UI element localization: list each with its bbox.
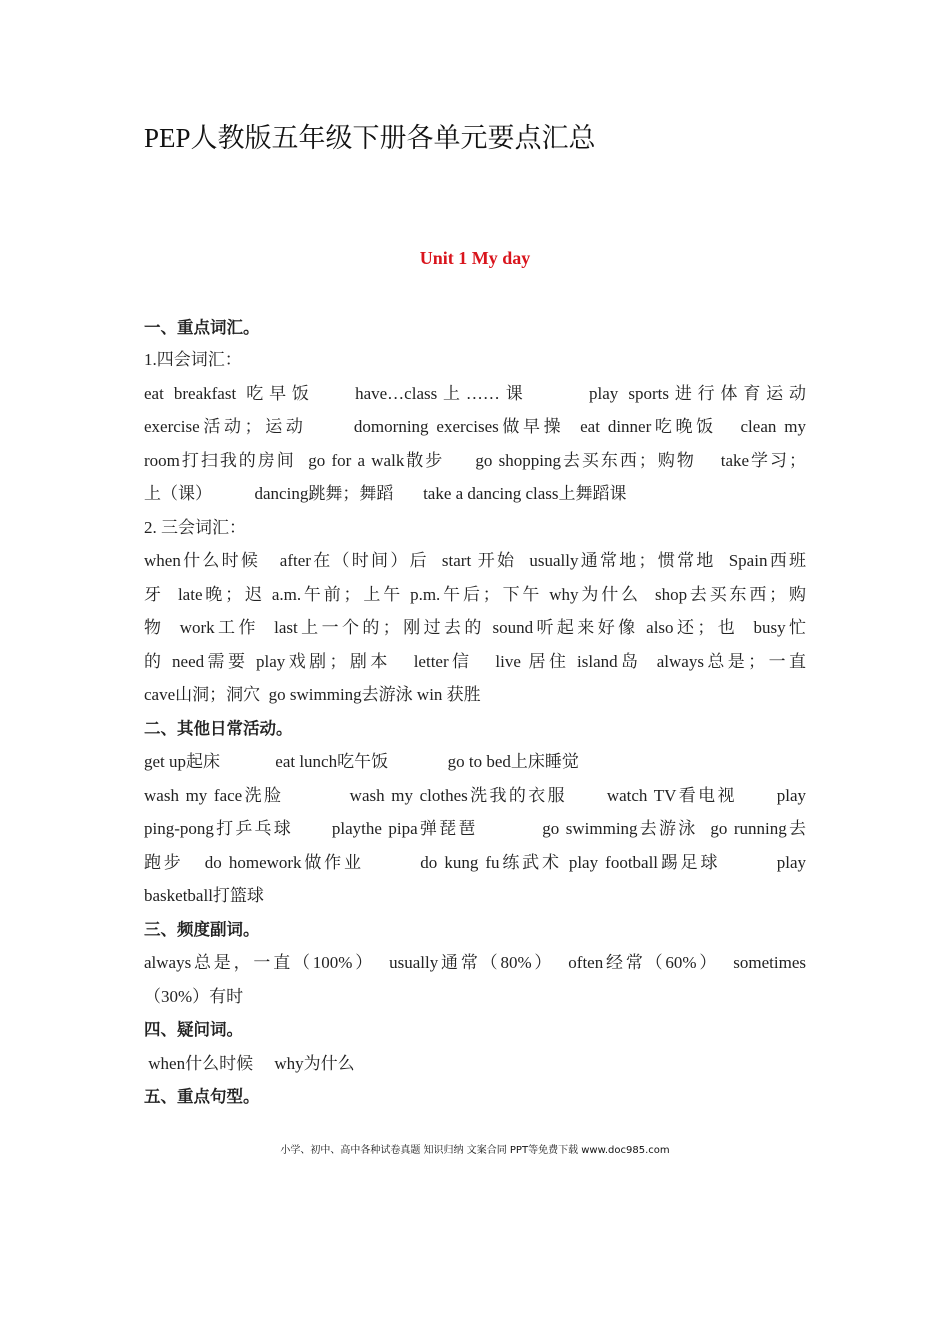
text-line: 牙 late晚；迟 a.m.午前；上午 p.m.午后；下午 why为什么 shop去买东西；购 — [144, 585, 806, 604]
text-line: cave山洞；洞穴 go swimming去游泳 win 获胜 — [144, 685, 481, 704]
section-heading-question-words: 四、疑问词。 — [144, 1020, 243, 1039]
subheading-four-skill-words: 1.四会词汇： — [144, 350, 242, 369]
text-line: wash my face洗脸 wash my clothes洗我的衣服 watch TV看电视 play — [144, 786, 806, 805]
text-line: exercise活动；运动 domorning exercises做早操 eat dinner吃晚饭 clean my — [144, 417, 806, 436]
document-title: PEP人教版五年级下册各单元要点汇总 — [144, 123, 596, 153]
text-line: when什么时候 after在（时间）后 start 开始 usually通常地；惯常地 Spain西班 — [144, 551, 806, 570]
section-heading-daily-activities: 二、其他日常活动。 — [144, 719, 293, 738]
subheading-three-skill-words: 2. 三会词汇： — [144, 518, 246, 537]
text-line: 的 need需要 play戏剧；剧本 letter信 live 居住 island岛 always总是；一直 — [144, 652, 806, 671]
text-line: eat breakfast 吃早饭 have…class上……课 play sports进行体育运动 — [144, 384, 806, 403]
text-line: basketball打篮球 — [144, 886, 264, 905]
unit-title: Unit 1 My day — [419, 248, 531, 268]
section-heading-key-sentences: 五、重点句型。 — [144, 1087, 260, 1106]
page-footer: 小学、初中、高中各种试卷真题 知识归纳 文案合同 PPT等免费下载 www.doc985.com — [280, 1145, 670, 1156]
text-line: 物 work工作 last上一个的；刚过去的 sound听起来好像 also还；也 busy忙 — [144, 618, 806, 637]
text-line: （30%）有时 — [144, 987, 244, 1006]
section-heading-vocabulary: 一、重点词汇。 — [144, 318, 260, 337]
text-line: room打扫我的房间 go for a walk散步 go shopping去买东西；购物 take学习； — [144, 451, 806, 470]
text-line: ping-pong打乒乓球 playthe pipa弹琵琶 go swimming去游泳 go running去 — [144, 819, 806, 838]
text-line: always总是，一直（100%） usually通常（80%） often经常（60%） sometimes — [144, 953, 806, 972]
text-line: when什么时候 why为什么 — [144, 1054, 355, 1073]
text-line: get up起床 eat lunch吃午饭 go to bed上床睡觉 — [144, 752, 579, 771]
text-line: 跑步 do homework做作业 do kung fu练武术 play football踢足球 play — [144, 853, 806, 872]
section-heading-frequency-adverbs: 三、频度副词。 — [144, 920, 260, 939]
text-line: 上（课） dancing跳舞；舞蹈 take a dancing class上舞蹈课 — [144, 484, 627, 503]
